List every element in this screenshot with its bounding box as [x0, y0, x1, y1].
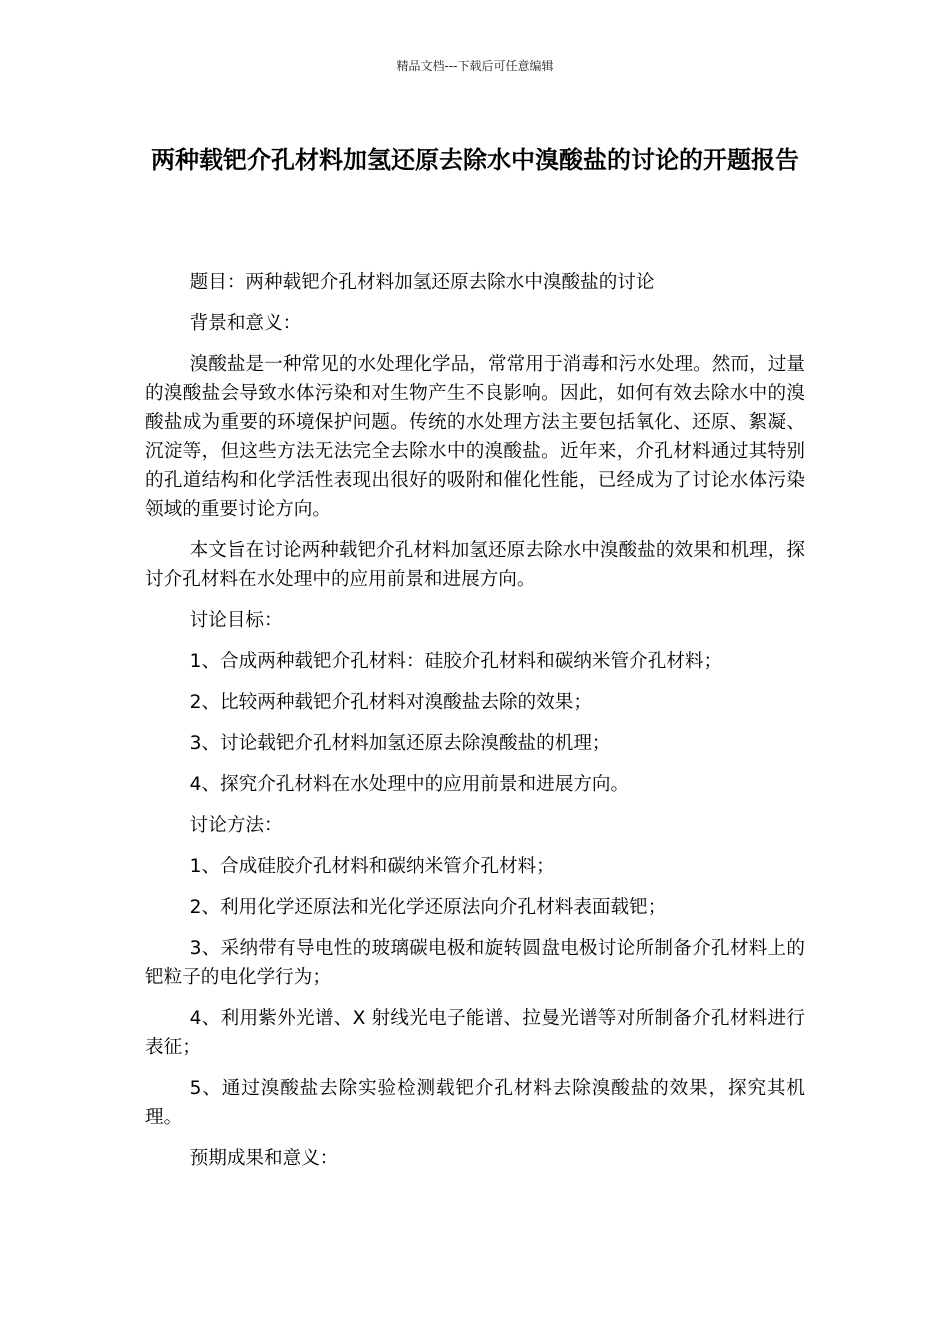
paragraph-topic: 题目：两种载钯介孔材料加氢还原去除水中溴酸盐的讨论 [189, 272, 655, 293]
heading-methods: 讨论方法： [189, 815, 283, 836]
goal-item: 1、合成两种载钯介孔材料：硅胶介孔材料和碳纳米管介孔材料； [189, 651, 723, 672]
method-item: 1、合成硅胶介孔材料和碳纳米管介孔材料； [189, 856, 555, 877]
heading-goals: 讨论目标： [189, 610, 283, 631]
goal-item: 3、讨论载钯介孔材料加氢还原去除溴酸盐的机理； [189, 733, 611, 754]
paragraph-background: 溴酸盐是一种常见的水处理化学品，常常用于消毒和污水处理。然而，过量的溴酸盐会导致水体污染和对生物产生不良影响。因此，如何有效去除水中的溴酸盐成为重要的环境保护问题。传统的水处理方法主要包括氧化、还原、絮凝、沉淀等，但这些方法无法完全去除水中的溴酸盐。近年来，介孔材料通过其特别的孔道结构和化学活性表现出很好的吸附和催化性能，已经成为了讨论水体污染领域的重要讨论方向。 [145, 354, 805, 520]
goal-item: 2、比较两种载钯介孔材料对溴酸盐去除的效果； [189, 692, 592, 713]
document-title: 两种载钯介孔材料加氢还原去除水中溴酸盐的讨论的开题报告 [151, 146, 799, 174]
method-item: 3、采纳带有导电性的玻璃碳电极和旋转圆盘电极讨论所制备介孔材料上的钯粒子的电化学行为； [145, 938, 805, 988]
heading-expected-results: 预期成果和意义： [189, 1148, 339, 1169]
paragraph-purpose: 本文旨在讨论两种载钯介孔材料加氢还原去除水中溴酸盐的效果和机理，探讨介孔材料在水处理中的应用前景和进展方向。 [145, 540, 805, 590]
method-item: 2、利用化学还原法和光化学还原法向介孔材料表面载钯； [189, 897, 667, 918]
document-body [145, 268, 805, 1185]
goal-item: 4、探究介孔材料在水处理中的应用前景和进展方向。 [189, 774, 630, 795]
method-item: 5、通过溴酸盐去除实验检测载钯介孔材料去除溴酸盐的效果，探究其机理。 [145, 1078, 805, 1128]
header-note: 精品文档---下载后可任意编辑 [396, 59, 554, 73]
method-item: 4、利用紫外光谱、X 射线光电子能谱、拉曼光谱等对所制备介孔材料进行表征； [145, 1008, 805, 1058]
heading-background: 背景和意义： [189, 313, 302, 334]
